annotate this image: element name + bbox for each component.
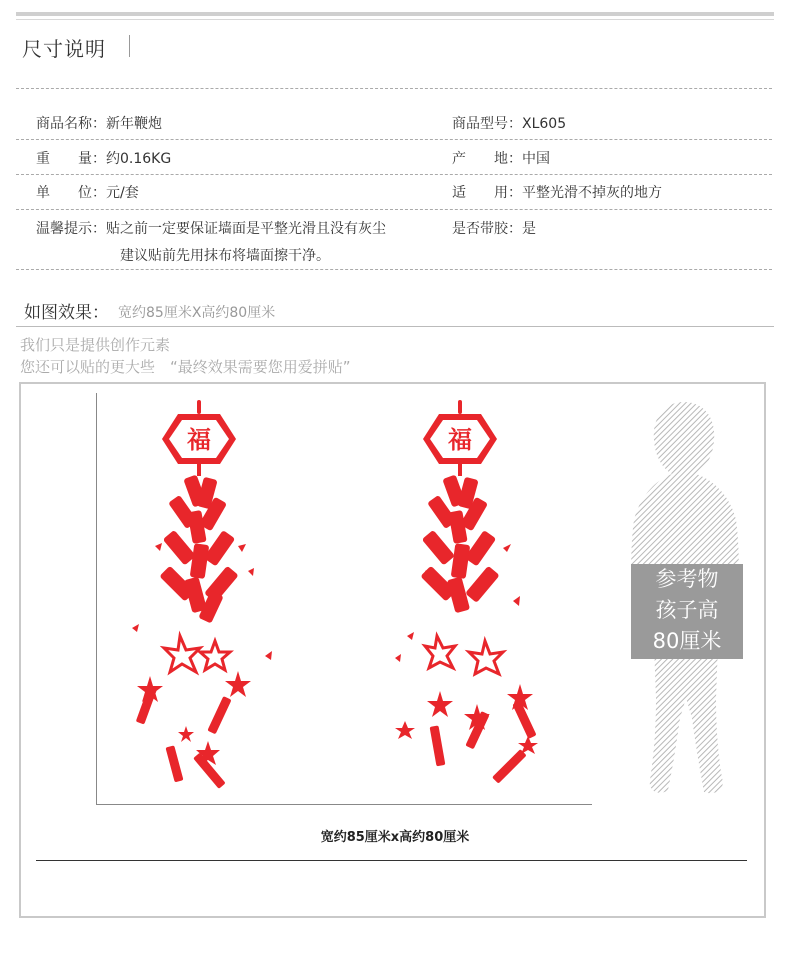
fu-character: 福 xyxy=(187,425,211,454)
spec-model: 商品型号：XL605 xyxy=(452,116,567,132)
size-caption: 宽约85厘米x高约80厘米 xyxy=(320,830,470,845)
spec-unit: 单 位：元/套 xyxy=(36,185,139,201)
note-line-2: 您还可以贴的更大些 “最终效果需要您用爱拼贴” xyxy=(20,358,351,376)
divider xyxy=(16,139,772,140)
fu-character: 福 xyxy=(448,425,472,454)
effect-size: 宽约85厘米X高约80厘米 xyxy=(118,305,276,321)
reference-label xyxy=(631,564,743,659)
spec-adhesive: 是否带胶：是 xyxy=(452,221,536,237)
spec-tip-line2: 建议贴前先用抹布将墙面擦干净。 xyxy=(120,248,330,264)
spec-name: 商品名称：新年鞭炮 xyxy=(36,116,162,132)
divider xyxy=(16,174,772,175)
effect-title: 如图效果： xyxy=(24,303,109,323)
divider xyxy=(16,269,772,270)
firecracker-sticker-right xyxy=(385,396,565,801)
spec-origin: 产 地：中国 xyxy=(452,151,550,167)
spec-usage: 适 用：平整光滑不掉灰的地方 xyxy=(452,185,662,201)
header-bar xyxy=(16,12,774,16)
effect-divider xyxy=(16,326,774,327)
divider xyxy=(16,209,772,210)
reference-line-2: 孩子高 xyxy=(655,598,719,622)
spec-tip: 温馨提示：贴之前一定要保证墙面是平整光滑且没有灰尘 xyxy=(36,221,386,237)
title-divider xyxy=(129,35,130,57)
note-line-1: 我们只是提供创作元素 xyxy=(20,336,171,354)
header-bar-thin xyxy=(16,19,774,20)
reference-line-3: 80厘米 xyxy=(652,629,722,653)
reference-line-1: 参考物 xyxy=(655,567,719,591)
caption-underline xyxy=(36,860,747,861)
firecracker-sticker-left xyxy=(120,396,280,801)
divider xyxy=(16,88,772,89)
section-title: 尺寸说明 xyxy=(22,37,106,61)
spec-weight: 重 量：约0.16KG xyxy=(36,151,172,167)
